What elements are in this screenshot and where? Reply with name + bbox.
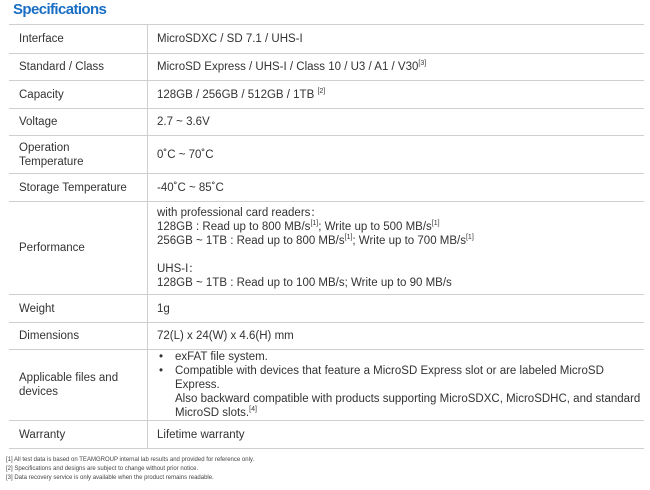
list-item: • exFAT file system. — [159, 351, 268, 363]
table-row — [9, 174, 644, 202]
bullet-icon: • — [159, 365, 164, 377]
specifications-table — [9, 24, 644, 449]
row-value-operation-temperature: 0˚C ~ 70˚C — [148, 136, 645, 174]
row-value-weight: 1g — [148, 295, 645, 323]
row-label-operation-temperature: Operation Temperature — [9, 136, 148, 174]
table-row — [9, 323, 644, 350]
row-value-dimensions: 72(L) x 24(W) x 4.6(H) mm — [148, 323, 645, 350]
row-label-performance: Performance — [9, 202, 148, 295]
row-label-warranty: Warranty — [9, 421, 148, 449]
footnote: [2] Specifications and designs are subject to change without prior notice. — [6, 466, 199, 472]
footnote: [3] Data recovery service is only available when the product remains readable. — [6, 475, 214, 481]
footnote: [1] All test data is based on TEAMGROUP internal lab results and provided for reference only. — [6, 457, 255, 463]
table-row — [9, 421, 644, 449]
row-value-interface: MicroSDXC / SD 7.1 / UHS-I — [148, 25, 645, 54]
bullet-icon: • — [159, 351, 164, 363]
table-row — [9, 350, 644, 421]
row-value-storage-temperature: -40˚C ~ 85˚C — [148, 174, 645, 202]
table-row — [9, 295, 644, 323]
row-label-weight: Weight — [9, 295, 148, 323]
table-row — [9, 54, 644, 81]
table-row — [9, 25, 644, 54]
footnote-ref: [2] — [317, 87, 326, 95]
row-value-capacity: 128GB / 256GB / 512GB / 1TB [2] — [148, 81, 645, 109]
row-label-standard: Standard / Class — [9, 54, 148, 81]
row-label-voltage: Voltage — [9, 109, 148, 136]
row-value-performance: with professional card readers： 128GB : Read up to 800 MB/s[1]; Write up to 500 MB/s[1] 256GB ~ 1TB : Read up to 800 MB/s[1]; Write up to 700 MB/s[1] UHS-I： 128GB ~ 1TB : Read up to 100 MB/s; Write up to 90 MB/s — [148, 202, 645, 295]
row-label-storage-temperature: Storage Temperature — [9, 174, 148, 202]
row-value-warranty: Lifetime warranty — [148, 421, 645, 449]
row-label-applicable-files: Applicable files and devices — [9, 350, 148, 421]
applicable-files-list — [157, 350, 644, 420]
table-row — [9, 202, 644, 295]
row-label-capacity: Capacity — [9, 81, 148, 109]
table-row — [9, 81, 644, 109]
footnote-ref: [3] — [418, 60, 427, 67]
row-value-voltage: 2.7 ~ 3.6V — [148, 109, 645, 136]
row-label-interface: Interface — [9, 25, 148, 54]
footnotes — [6, 456, 254, 483]
row-label-dimensions: Dimensions — [9, 323, 148, 350]
table-row — [9, 109, 644, 136]
list-item: • Compatible with devices that feature a MicroSD Express slot or are labeled MicroSD Express. Also backward compatible with products supporting MicroSDXC, MicroSDHC, and standard MicroSD slots.[4] — [159, 365, 641, 419]
row-value-applicable-files — [148, 350, 645, 421]
table-row — [9, 136, 644, 174]
row-value-standard: MicroSD Express / UHS-I / Class 10 / U3 / A1 / V30[3] — [148, 54, 645, 81]
page-title: Specifications — [13, 1, 107, 18]
